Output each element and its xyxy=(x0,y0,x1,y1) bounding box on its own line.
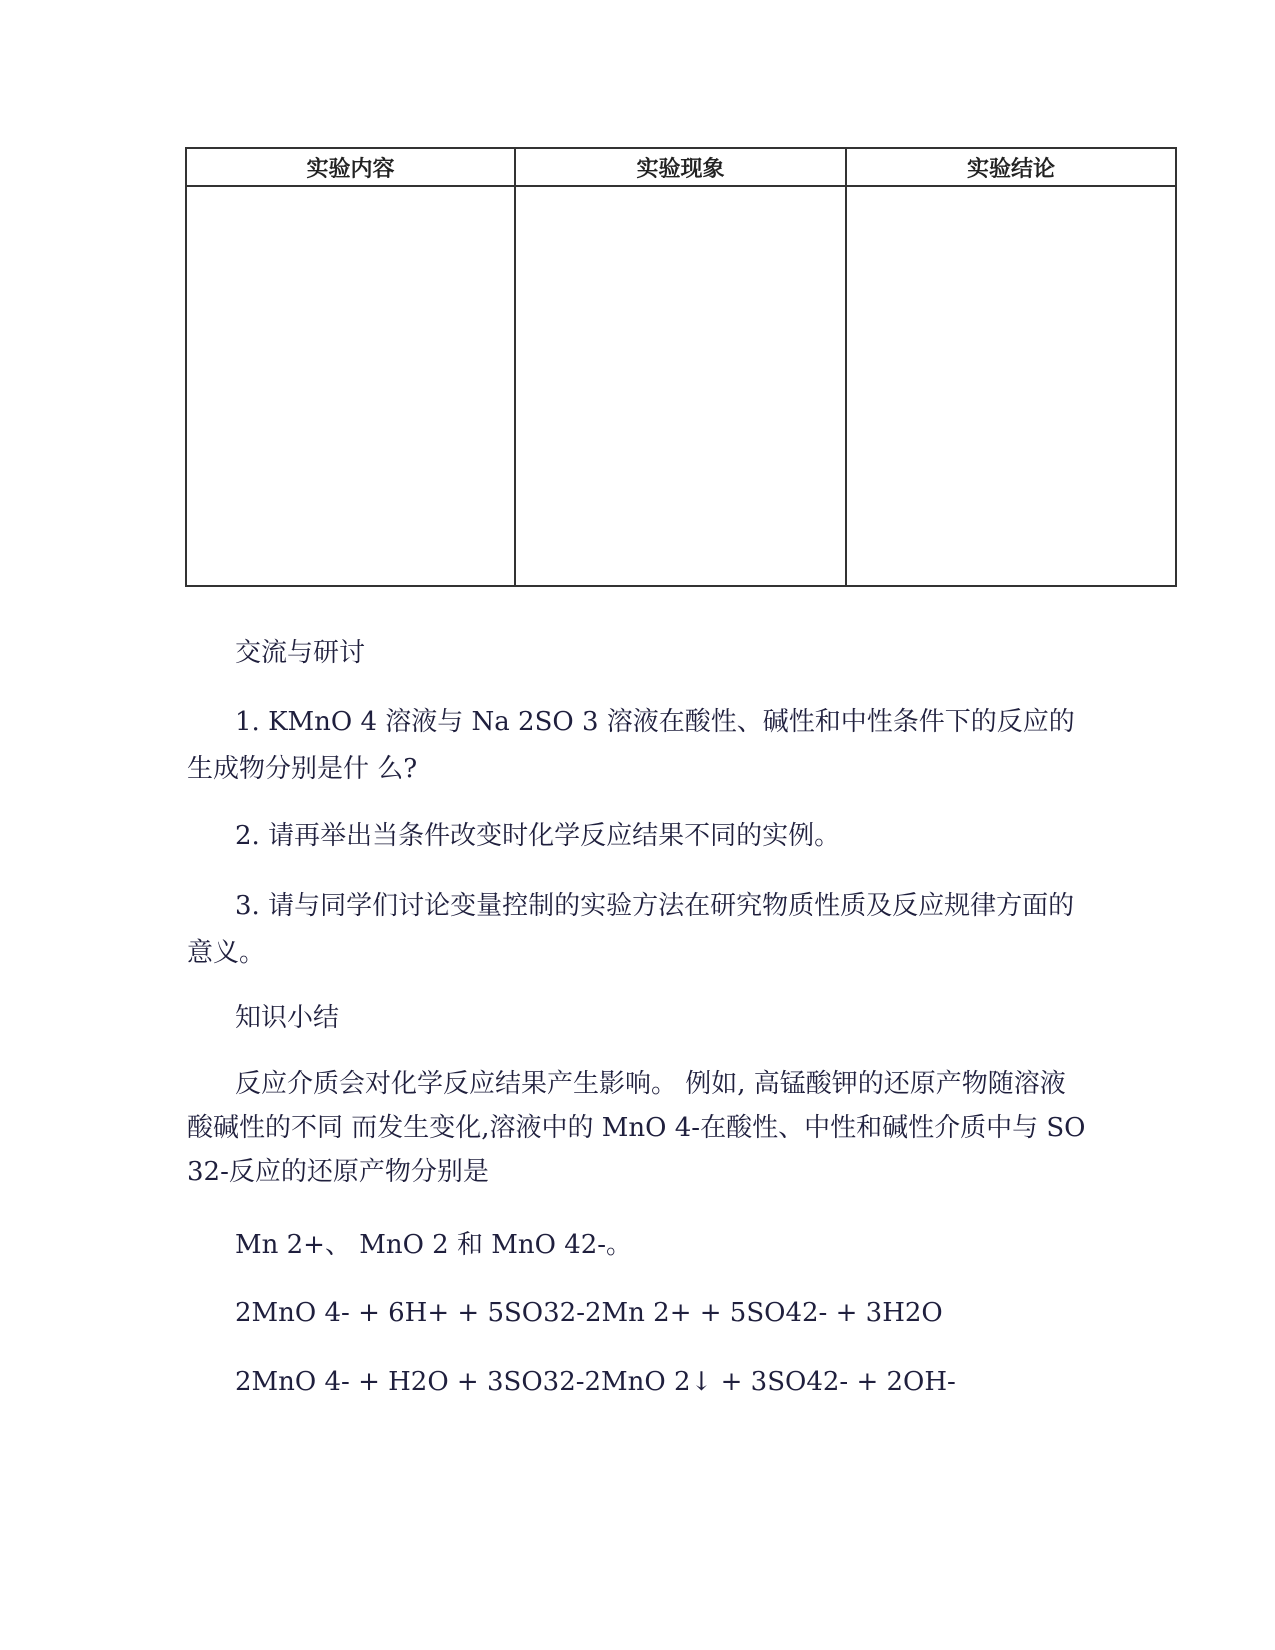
products-line: Mn 2+、 MnO 2 和 MnO 42-。 xyxy=(235,1230,633,1260)
cell-content xyxy=(186,186,515,586)
question-2: 2. 请再举出当条件改变时化学反应结果不同的实例。 xyxy=(235,821,841,851)
question-1: 1. KMnO 4 溶液与 Na 2SO 3 溶液在酸性、碱性和中性条件下的反应的生成物分别是什 么? xyxy=(187,707,1075,784)
question-3: 3. 请与同学们讨论变量控制的实验方法在研究物质性质及反应规律方面的意义。 xyxy=(187,891,1075,968)
discussion-title: 交流与研讨 xyxy=(235,638,366,668)
summary-text: 反应介质会对化学反应结果产生影响。 例如, 高锰酸钾的还原产物随溶液酸碱性的不同 而发生变化,溶液中的 MnO 4-在酸性、中性和碱性介质中与 SO 32-反应的还原产物分别是 xyxy=(187,1069,1086,1187)
table-row xyxy=(186,186,1176,586)
equation-1: 2MnO 4- + 6H+ + 5SO32-2Mn 2+ + 5SO42- + 3H2O xyxy=(235,1298,943,1328)
equation-2: 2MnO 4- + H2O + 3SO32-2MnO 2↓ + 3SO42- + 2OH- xyxy=(235,1367,956,1397)
cell-conclusion xyxy=(846,186,1176,586)
cell-phenomenon xyxy=(515,186,846,586)
header-conclusion: 实验结论 xyxy=(846,148,1176,186)
experiment-table xyxy=(185,147,1177,587)
header-phenomenon: 实验现象 xyxy=(515,148,846,186)
table-header-row xyxy=(186,148,1176,186)
summary-title: 知识小结 xyxy=(235,1003,340,1033)
header-content: 实验内容 xyxy=(186,148,515,186)
